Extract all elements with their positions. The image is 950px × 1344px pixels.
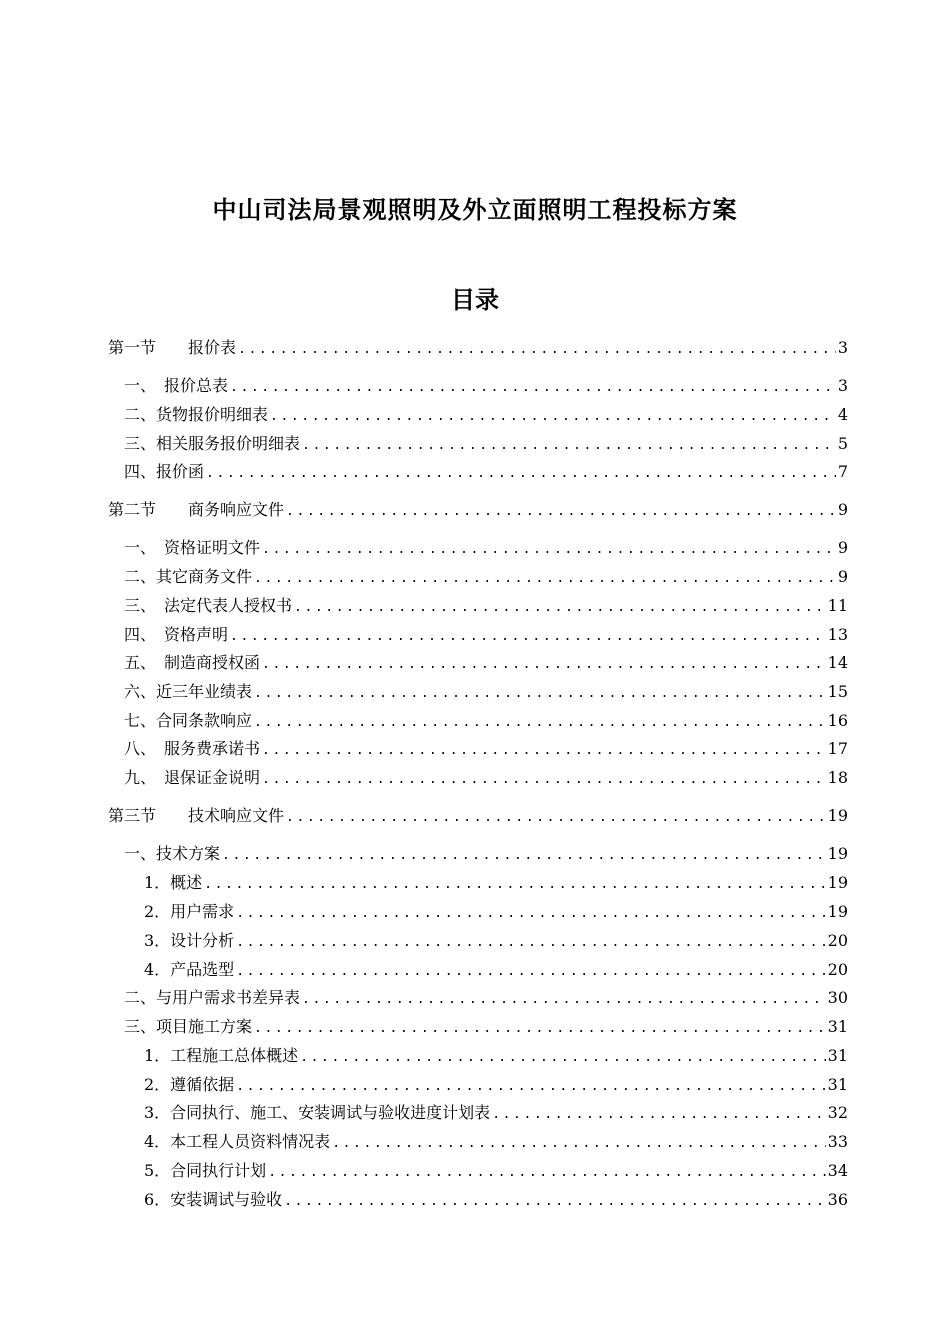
- toc-entry-label: 3．设计分析: [144, 931, 235, 950]
- toc-entry-label: 2．用户需求: [144, 902, 235, 921]
- toc-leader-dots: [268, 1162, 825, 1184]
- toc-entry-page: 5: [837, 434, 848, 453]
- toc-entry-page: 30: [827, 988, 848, 1007]
- toc-leader-dots: [284, 1191, 825, 1213]
- toc-entry[interactable]: [124, 710, 848, 732]
- toc-entry[interactable]: [124, 433, 848, 455]
- toc-entry-page: 15: [827, 682, 848, 701]
- toc-section-entry[interactable]: [108, 805, 848, 827]
- toc-entry-page: 13: [827, 625, 848, 644]
- toc-entry[interactable]: [124, 843, 848, 865]
- toc-entry[interactable]: [124, 681, 848, 703]
- toc-entry[interactable]: [124, 652, 848, 674]
- toc-entry-label: 八、 服务费承诺书: [124, 739, 261, 758]
- toc-leader-dots: [302, 989, 826, 1011]
- toc-entry[interactable]: [144, 1189, 848, 1211]
- toc-entry-label: 四、报价函: [124, 462, 205, 481]
- toc-entry-label: 一、技术方案: [124, 844, 221, 863]
- toc-entry-label: 六、近三年业绩表: [124, 682, 253, 701]
- toc-entry[interactable]: [124, 566, 848, 588]
- toc-leader-dots: [270, 406, 836, 428]
- toc-leader-dots: [254, 568, 836, 590]
- toc-entry[interactable]: [124, 767, 848, 789]
- toc-leader-dots: [254, 712, 826, 734]
- toc-entry-label: 九、 退保证金说明: [124, 768, 261, 787]
- toc-leader-dots: [236, 932, 825, 954]
- toc-entry[interactable]: [124, 404, 848, 426]
- toc-leader-dots: [262, 539, 836, 561]
- toc-entry-page: 32: [827, 1103, 848, 1122]
- toc-entry-label: 第三节 技术响应文件: [108, 806, 285, 825]
- toc-leader-dots: [236, 903, 825, 925]
- toc-entry[interactable]: [124, 1016, 848, 1038]
- toc-leader-dots: [254, 683, 826, 705]
- toc-entry-label: 五、 制造商授权函: [124, 653, 261, 672]
- toc-leader-dots: [254, 1018, 826, 1040]
- toc-entry[interactable]: [124, 595, 848, 617]
- toc-heading: 目录: [451, 285, 499, 314]
- toc-entry-label: 一、 报价总表: [124, 376, 229, 395]
- toc-leader-dots: [286, 807, 826, 829]
- toc-leader-dots: [206, 463, 836, 485]
- toc-entry-page: 11: [827, 596, 848, 615]
- toc-leader-dots: [492, 1104, 825, 1126]
- toc-entry-page: 9: [837, 500, 848, 519]
- toc-entry-page: 31: [827, 1075, 848, 1094]
- toc-entry[interactable]: [144, 872, 848, 894]
- toc-leader-dots: [262, 654, 826, 676]
- toc-entry-page: 14: [827, 653, 848, 672]
- toc-entry[interactable]: [144, 1160, 848, 1182]
- toc-entry-label: 4．产品选型: [144, 960, 235, 979]
- toc-entry-page: 3: [837, 376, 848, 395]
- toc-entry-label: 一、 资格证明文件: [124, 538, 261, 557]
- toc-entry-page: 16: [827, 711, 848, 730]
- toc-entry-page: 31: [827, 1046, 848, 1065]
- toc-entry[interactable]: [144, 959, 848, 981]
- toc-entry-page: 17: [827, 739, 848, 758]
- toc-entry-label: 4．本工程人员资料情况表: [144, 1132, 331, 1151]
- toc-entry-page: 9: [837, 538, 848, 557]
- toc-leader-dots: [230, 626, 826, 648]
- toc-entry-page: 19: [827, 873, 848, 892]
- toc-entry[interactable]: [144, 1131, 848, 1153]
- document-title: 中山司法局景观照明及外立面照明工程投标方案: [212, 195, 738, 224]
- toc-entry-label: 三、相关服务报价明细表: [124, 434, 301, 453]
- toc-entry-label: 6．安装调试与验收: [144, 1190, 283, 1209]
- toc-entry-page: 19: [827, 902, 848, 921]
- toc-entry-page: 20: [827, 931, 848, 950]
- toc-leader-dots: [204, 874, 825, 896]
- toc-entry-label: 七、合同条款响应: [124, 711, 253, 730]
- toc-section-entry[interactable]: [108, 337, 848, 359]
- toc-leader-dots: [222, 845, 826, 867]
- toc-entry-label: 二、货物报价明细表: [124, 405, 269, 424]
- toc-entry-label: 1．工程施工总体概述: [144, 1046, 299, 1065]
- toc-entry-label: 二、其它商务文件: [124, 567, 253, 586]
- toc-entry[interactable]: [124, 987, 848, 1009]
- toc-entry-label: 2．遵循依据: [144, 1075, 235, 1094]
- toc-entry[interactable]: [124, 624, 848, 646]
- toc-entry[interactable]: [144, 930, 848, 952]
- toc-entry-page: 18: [827, 768, 848, 787]
- toc-leader-dots: [294, 597, 826, 619]
- toc-entry-label: 3．合同执行、施工、安装调试与验收进度计划表: [144, 1103, 491, 1122]
- toc-entry[interactable]: [124, 375, 848, 397]
- toc-leader-dots: [262, 769, 826, 791]
- toc-leader-dots: [262, 740, 826, 762]
- toc-entry[interactable]: [144, 1074, 848, 1096]
- toc-entry-page: 33: [827, 1132, 848, 1151]
- toc-entry[interactable]: [124, 738, 848, 760]
- toc-leader-dots: [332, 1133, 825, 1155]
- toc-leader-dots: [302, 435, 836, 457]
- toc-entry[interactable]: [144, 1045, 848, 1067]
- toc-leader-dots: [286, 501, 836, 523]
- toc-entry-page: 3: [837, 338, 848, 357]
- toc-entry[interactable]: [124, 461, 848, 483]
- toc-entry-label: 5．合同执行计划: [144, 1161, 267, 1180]
- toc-leader-dots: [236, 961, 825, 983]
- toc-entry-page: 19: [827, 806, 848, 825]
- toc-entry-label: 第二节 商务响应文件: [108, 500, 285, 519]
- toc-entry-page: 34: [827, 1161, 848, 1180]
- toc-entry-page: 36: [827, 1190, 848, 1209]
- toc-entry-label: 第一节 报价表: [108, 338, 237, 357]
- toc-entry-label: 四、 资格声明: [124, 625, 229, 644]
- toc-entry-page: 19: [827, 844, 848, 863]
- toc-entry[interactable]: [144, 1102, 848, 1124]
- toc-entry-page: 9: [837, 567, 848, 586]
- toc-entry-page: 7: [837, 462, 848, 481]
- toc-entry-label: 二、与用户需求书差异表: [124, 988, 301, 1007]
- toc-leader-dots: [238, 339, 836, 361]
- toc-section-entry[interactable]: [108, 499, 848, 521]
- toc-entry-page: 4: [837, 405, 848, 424]
- toc-entry-label: 1．概述: [144, 873, 203, 892]
- toc-entry-label: 三、项目施工方案: [124, 1017, 253, 1036]
- toc-entry[interactable]: [124, 537, 848, 559]
- toc-entry-page: 31: [827, 1017, 848, 1036]
- toc-leader-dots: [300, 1047, 825, 1069]
- toc-entry[interactable]: [144, 901, 848, 923]
- toc-entry-page: 20: [827, 960, 848, 979]
- toc-leader-dots: [230, 377, 836, 399]
- toc-entry-label: 三、 法定代表人授权书: [124, 596, 293, 615]
- toc-leader-dots: [236, 1076, 825, 1098]
